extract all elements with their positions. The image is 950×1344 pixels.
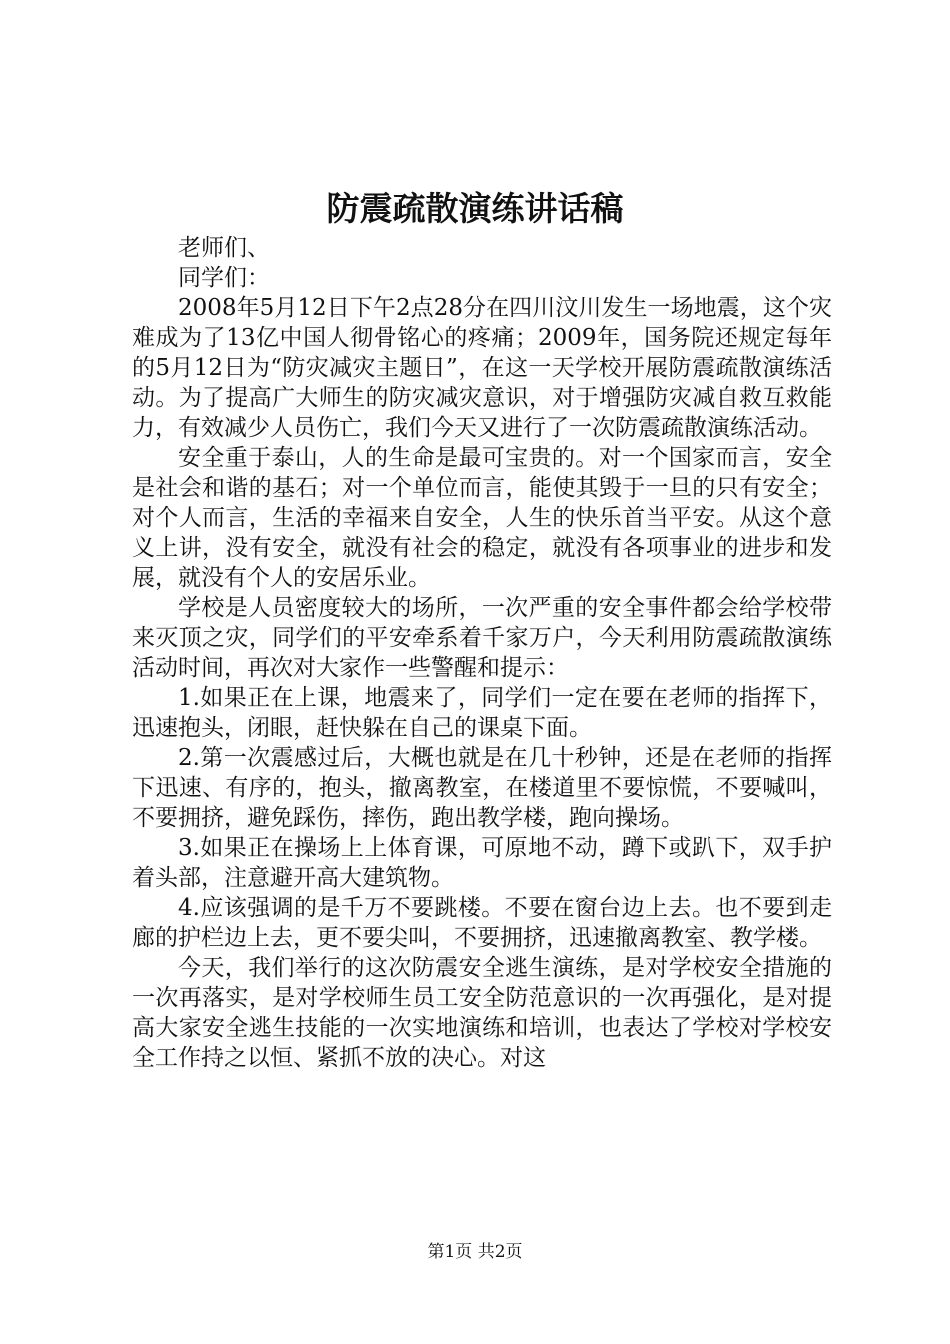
paragraph-background: 2008年5月12日下午2点28分在四川汶川发生一场地震，这个灾难成为了13亿中国人彻骨铭心的疼痛；2009年，国务院还规定每年的5月12日为“防灾减灾主题日”，在这一天学校开展防震疏散演练活动。为了提高广大师生的防灾减灾意识，对于增强防灾减自救互救能力，有效减少人员伤亡，我们今天又进行了一次防震疏散演练活动。 xyxy=(132,295,832,441)
paragraph-item-3: 3.如果正在操场上上体育课，可原地不动，蹲下或趴下，双手护着头部，注意避开高大建筑物。 xyxy=(132,835,832,891)
paragraph-salutation-teachers: 老师们、 xyxy=(178,235,270,261)
paragraph-school-reminder: 学校是人员密度较大的场所，一次严重的安全事件都会给学校带来灭顶之灾，同学们的平安牵系着千家万户，今天利用防震疏散演练活动时间，再次对大家作一些警醒和提示： xyxy=(132,595,832,681)
document-body xyxy=(132,233,832,1073)
paragraph-item-4: 4.应该强调的是千万不要跳楼。不要在窗台边上去。也不要到走廊的护栏边上去，更不要尖叫，不要拥挤，迅速撤离教室、教学楼。 xyxy=(132,895,832,951)
paragraph-safety-importance: 安全重于泰山，人的生命是最可宝贵的。对一个国家而言，安全是社会和谐的基石；对一个单位而言，能使其毁于一旦的只有安全；对个人而言，生活的幸福来自安全，人生的快乐首当平安。从这个意义上讲，没有安全，就没有社会的稳定，就没有各项事业的进步和发展，就没有个人的安居乐业。 xyxy=(132,445,832,591)
paragraph-item-2: 2.第一次震感过后，大概也就是在几十秒钟，还是在老师的指挥下迅速、有序的，抱头，撤离教室，在楼道里不要惊慌，不要喊叫，不要拥挤，避免踩伤，摔伤，跑出教学楼，跑向操场。 xyxy=(132,745,832,831)
paragraph-salutation-students: 同学们： xyxy=(178,265,270,291)
paragraph-conclusion: 今天，我们举行的这次防震安全逃生演练，是对学校安全措施的一次再落实，是对学校师生员工安全防范意识的一次再强化，是对提高大家安全逃生技能的一次实地演练和培训，也表达了学校对学校安全工作持之以恒、紧抓不放的决心。对这 xyxy=(132,955,832,1071)
paragraph-item-1: 1.如果正在上课，地震来了，同学们一定在要在老师的指挥下，迅速抱头，闭眼，赶快躲在自己的课桌下面。 xyxy=(132,685,832,741)
document-title: 防震疏散演练讲话稿 xyxy=(326,189,624,228)
page-number-footer: 第1页 共2页 xyxy=(427,1242,523,1262)
